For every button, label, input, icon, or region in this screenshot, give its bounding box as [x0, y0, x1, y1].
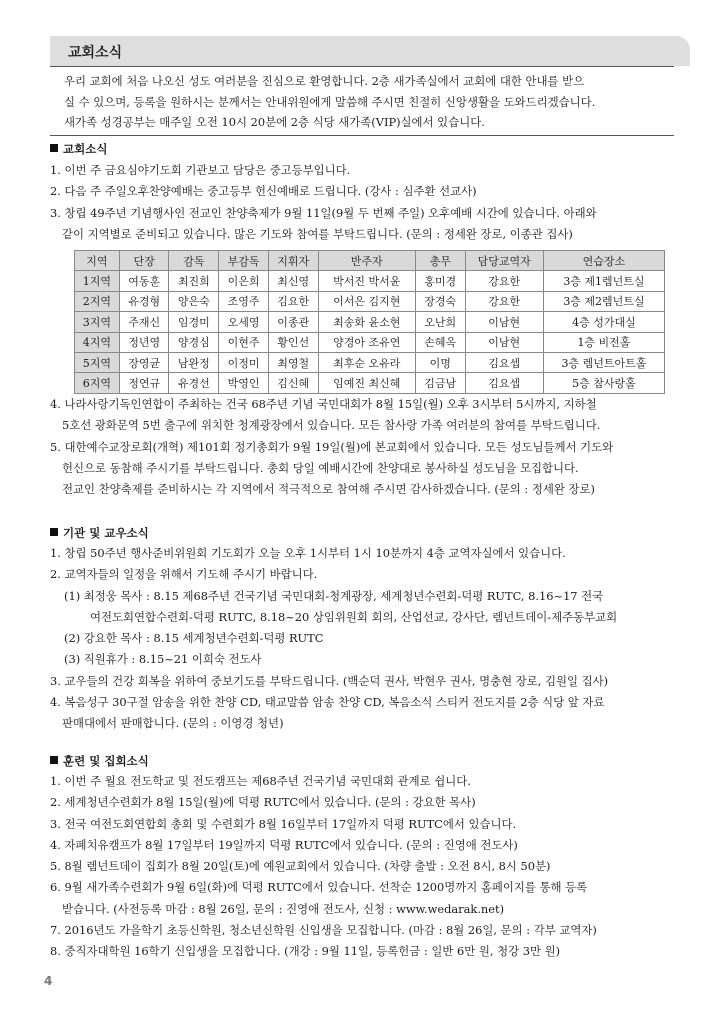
table-cell: 손혜옥 — [415, 332, 465, 352]
table-cell: 최송화 윤소현 — [318, 312, 415, 332]
table-cell: 김신혜 — [268, 373, 318, 393]
page-number: 4 — [44, 974, 53, 988]
square-bullet-icon — [50, 756, 58, 764]
table-cell: 최후순 오유라 — [318, 352, 415, 372]
welcome-line: 실 수 있으며, 등록을 원하시는 분께서는 안내위원에게 말씀해 주시면 친절히 신앙생활을 도와드리겠습니다. — [64, 94, 596, 109]
table-cell: 3지역 — [75, 312, 120, 332]
list-item: 1. 이번 주 금요심야기도회 기관보고 담당은 중고등부입니다. — [50, 163, 351, 177]
list-item: (2) 강요한 목사 : 8.15 세계청년수련회-덕평 RUTC — [64, 631, 324, 646]
list-item: 판매대에서 판매합니다. (문의 : 이영경 청년) — [62, 716, 284, 731]
table-cell: 이남현 — [465, 312, 543, 332]
table-row — [75, 271, 665, 291]
table-header: 담당교역자 — [465, 251, 543, 271]
table-header: 단장 — [119, 251, 169, 271]
table-cell: 이남현 — [465, 332, 543, 352]
table-row — [75, 373, 665, 393]
table-cell: 홍미경 — [415, 271, 465, 291]
table-cell: 임경미 — [169, 312, 219, 332]
table-cell: 3층 제2렘넌트실 — [543, 291, 664, 311]
list-item: 5호선 광화문역 5번 출구에 위치한 청계광장에서 있습니다. 모든 참사랑 가족 여러분의 참여를 부탁드립니다. — [62, 418, 601, 433]
org-news-list — [50, 543, 680, 735]
table-row — [75, 332, 665, 352]
list-item: 4. 자폐치유캠프가 8월 17일부터 19일까지 덕평 RUTC에서 있습니다. (문의 : 진영애 전도사) — [50, 837, 518, 852]
list-item: 1. 창립 50주년 행사준비위원회 기도회가 오늘 오후 1시부터 1시 10분까지 4층 교역자실에서 있습니다. — [50, 546, 566, 560]
table-cell: 3층 제1렘넌트실 — [543, 271, 664, 291]
table-cell: 박서진 박서윤 — [318, 271, 415, 291]
table-cell: 유경형 — [119, 291, 169, 311]
table-header: 반주자 — [318, 251, 415, 271]
welcome-line: 새가족 성경공부는 매주일 오전 10시 20분에 2층 식당 새가족(VIP)실에서 있습니다. — [64, 115, 485, 129]
table-cell: 양경아 조유연 — [318, 332, 415, 352]
list-item: 8. 중직자대학원 16학기 신입생을 모집합니다. (개강 : 9월 11일, 등록헌금 : 일반 6만 원, 청강 3만 원) — [50, 944, 561, 959]
table-cell: 오난희 — [415, 312, 465, 332]
table-cell: 6지역 — [75, 373, 120, 393]
table-header-row — [75, 251, 665, 271]
table-cell: 4지역 — [75, 332, 120, 352]
table-cell: 이은희 — [219, 271, 269, 291]
table-row — [75, 352, 665, 372]
list-item: 2. 세계청년수련회가 8월 15일(월)에 덕평 RUTC에서 있습니다. (문의 : 강요한 목사) — [50, 795, 476, 810]
list-item: 전교인 찬양축제를 준비하시는 각 지역에서 적극적으로 참여해 주시면 감사하겠습니다. (문의 : 정세완 장로) — [62, 482, 595, 497]
table-row — [75, 291, 665, 311]
table-cell: 박영인 — [219, 373, 269, 393]
table-cell: 김요한 — [268, 291, 318, 311]
table-cell: 이종관 — [268, 312, 318, 332]
table-cell: 남완정 — [169, 352, 219, 372]
list-item: 7. 2016년도 가을학기 초등신학원, 청소년신학원 신입생을 모집합니다. (마감 : 8월 26일, 문의 : 각부 교역자) — [50, 923, 597, 938]
table-cell: 장경숙 — [415, 291, 465, 311]
square-bullet-icon — [50, 528, 58, 536]
table-cell: 김금남 — [415, 373, 465, 393]
table-header: 연습장소 — [543, 251, 664, 271]
table-cell: 2지역 — [75, 291, 120, 311]
table-cell: 이서은 김지현 — [318, 291, 415, 311]
table-cell: 정년영 — [119, 332, 169, 352]
page-title: 교회소식 — [68, 45, 123, 61]
table-cell: 정연규 — [119, 373, 169, 393]
region-table — [74, 250, 665, 394]
table-cell: 장영균 — [119, 352, 169, 372]
list-item: 4. 나라사랑기독인연합이 주최하는 건국 68주년 기념 국민대회가 8월 15일(월) 오후 3시부터 5시까지, 지하철 — [50, 397, 597, 411]
table-cell: 최진희 — [169, 271, 219, 291]
list-item: 3. 교우들의 건강 회복을 위하여 중보기도를 부탁드립니다. (백순덕 권사, 박현우 권사, 명충현 장로, 김원일 집사) — [50, 673, 609, 688]
list-item: 5. 8월 렘넌트데이 집회가 8월 20일(토)에 예원교회에서 있습니다. (차량 출발 : 오전 8시, 8시 50분) — [50, 859, 551, 874]
list-item: 받습니다. (사전등록 마감 : 8월 26일, 문의 : 진영애 전도사, 신청 : www.wedarak.net) — [62, 901, 505, 916]
table-cell: 양은숙 — [169, 291, 219, 311]
list-item: 2. 교역자들의 일정을 위해서 기도해 주시기 바랍니다. — [50, 567, 318, 582]
list-item: 6. 9월 새가족수련회가 9월 6일(화)에 덕평 RUTC에서 있습니다. 선착순 1200명까지 홈페이지를 통해 등록 — [50, 880, 588, 895]
table-cell: 주재신 — [119, 312, 169, 332]
table-cell: 1층 비전홀 — [543, 332, 664, 352]
table-header: 감독 — [169, 251, 219, 271]
square-bullet-icon — [50, 144, 58, 152]
table-cell: 4층 성가대실 — [543, 312, 664, 332]
table-cell: 이정미 — [219, 352, 269, 372]
table-cell: 김요셉 — [465, 352, 543, 372]
section-heading-org-news: 기관 및 교우소식 — [50, 525, 149, 541]
list-item: 여전도회연합수련회-덕평 RUTC, 8.18~20 상임위원회 회의, 산업선교, 강사단, 렘넌트데이-제주동부교회 — [90, 609, 618, 624]
table-cell: 조영주 — [219, 291, 269, 311]
table-cell: 유경선 — [169, 373, 219, 393]
welcome-line: 우리 교회에 처음 나오신 성도 여러분을 진심으로 환영합니다. 2층 새가족실에서 교회에 대한 안내를 받으 — [64, 74, 585, 88]
table-cell: 황인선 — [268, 332, 318, 352]
table-cell: 강요한 — [465, 271, 543, 291]
list-item: 3. 창립 49주년 기념행사인 전교인 찬양축제가 9월 11일(9월 두 번째 주일) 오후예배 시간에 있습니다. 아래와 — [50, 205, 597, 220]
list-item: 2. 다음 주 주일오후찬양예배는 중고등부 헌신예배로 드립니다. (강사 : 심주환 선교사) — [50, 184, 477, 199]
list-item: 같이 지역별로 준비되고 있습니다. 많은 기도와 참여를 부탁드립니다. (문의 : 정세완 장로, 이종관 집사) — [62, 226, 573, 241]
church-news-list-continued — [50, 394, 680, 500]
table-header: 지휘자 — [268, 251, 318, 271]
table-cell: 5지역 — [75, 352, 120, 372]
table-cell: 이현주 — [219, 332, 269, 352]
list-item: (3) 직원휴가 : 8.15~21 이희숙 전도사 — [64, 652, 262, 667]
table-header: 부감독 — [219, 251, 269, 271]
table-cell: 여동훈 — [119, 271, 169, 291]
table-header: 총무 — [415, 251, 465, 271]
list-item: 헌신으로 동참해 주시기를 부탁드립니다. 총회 당일 예배시간에 찬양대로 봉사하실 성도님을 모집합니다. — [62, 460, 579, 475]
table-cell: 양경심 — [169, 332, 219, 352]
header-band — [50, 36, 690, 66]
table-cell: 5층 참사랑홀 — [543, 373, 664, 393]
table-cell: 최영철 — [268, 352, 318, 372]
list-item: 4. 복음성구 30구절 암송을 위한 찬양 CD, 태교말씀 암송 찬양 CD, 복음소식 스티커 전도지를 2층 식당 앞 자료 — [50, 695, 605, 710]
table-row — [75, 312, 665, 332]
table-cell: 1지역 — [75, 271, 120, 291]
table-cell: 3층 렘넌트아트홀 — [543, 352, 664, 372]
welcome-box — [50, 66, 674, 136]
list-item: (1) 최정웅 목사 : 8.15 제68주년 건국기념 국민대회-청계광장, 세계청년수련회-덕평 RUTC, 8.16~17 전국 — [64, 588, 604, 603]
table-cell: 최신영 — [268, 271, 318, 291]
training-news-list — [50, 771, 680, 963]
table-cell: 김요셉 — [465, 373, 543, 393]
table-cell: 강요한 — [465, 291, 543, 311]
list-item: 5. 대한예수교장로회(개혁) 제101회 정기총회가 9월 19일(월)에 본교회에서 있습니다. 모든 성도님들께서 기도와 — [50, 439, 614, 454]
table-cell: 임예진 최신혜 — [318, 373, 415, 393]
section-heading-training-news: 훈련 및 집회소식 — [50, 753, 149, 769]
table-header: 지역 — [75, 251, 120, 271]
list-item: 3. 전국 여전도회연합회 총회 및 수련회가 8월 16일부터 17일까지 덕평 RUTC에서 있습니다. — [50, 816, 517, 831]
table-cell: 이명 — [415, 352, 465, 372]
table-cell: 오세영 — [219, 312, 269, 332]
list-item: 1. 이번 주 월요 전도학교 및 전도캠프는 제68주년 건국기념 국민대회 관계로 쉽니다. — [50, 774, 471, 788]
church-news-list — [50, 160, 680, 245]
section-heading-church-news: 교회소식 — [50, 141, 107, 157]
